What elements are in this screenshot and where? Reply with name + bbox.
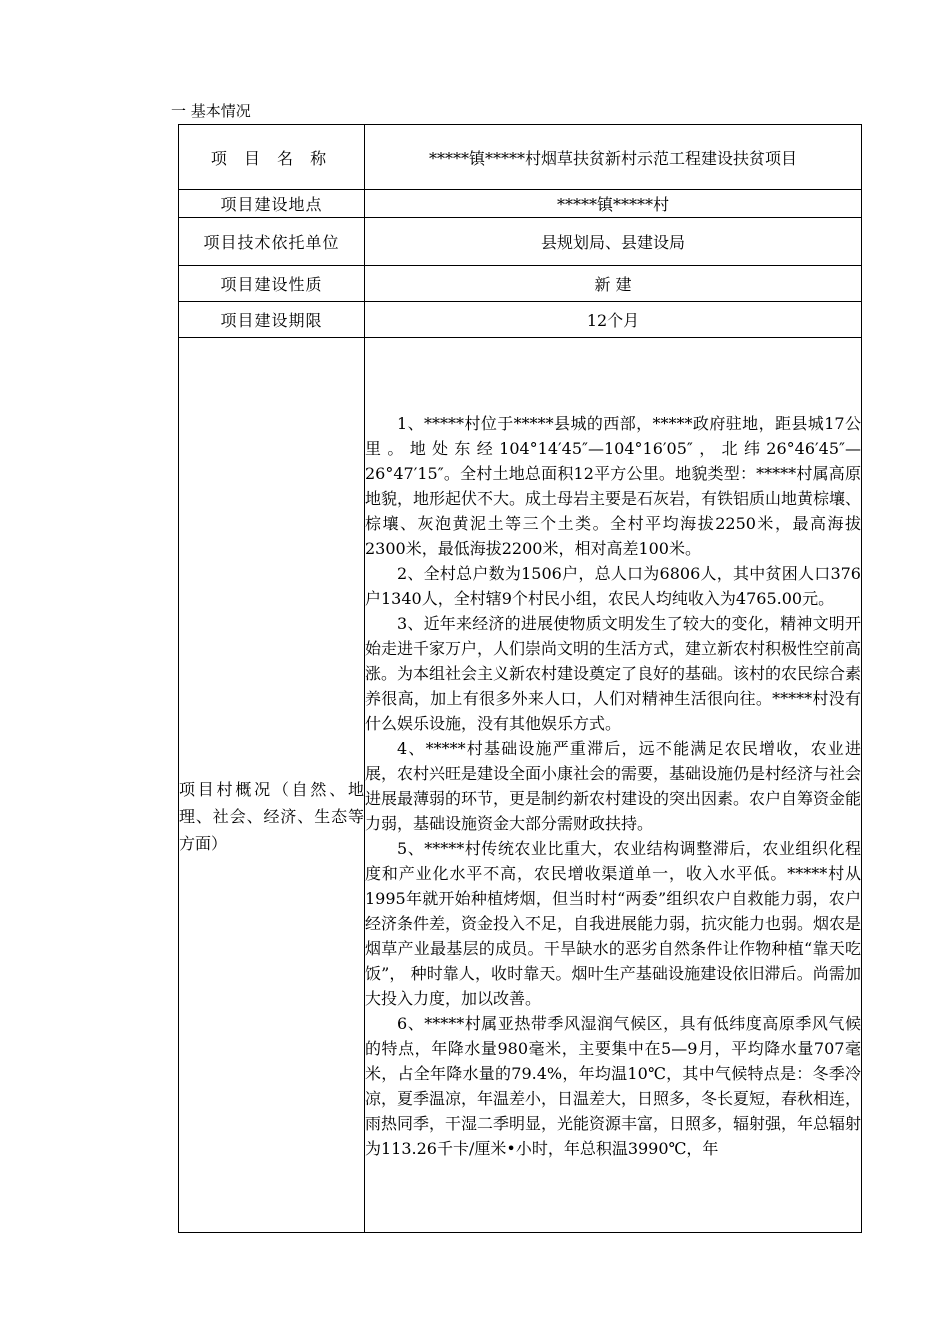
overview-label: 项目村概况（自然、地理、社会、经济、生态等方面） [179, 779, 364, 853]
overview-text-cell [365, 338, 862, 1233]
table-row-location [179, 190, 862, 218]
tech-unit-value: 县规划局、县建设局 [365, 218, 862, 266]
table-row-nature [179, 266, 862, 302]
overview-paragraph-4: 4、*****村基础设施严重滞后，远不能满足农民增收，农业进展，农村兴旺是建设全面小康社会的需要，基础设施仍是村经济与社会进展最薄弱的环节，更是制约新农村建设的突出因素。农户自筹资金能力弱，基础设施资金大部分需财政扶持。 [365, 739, 862, 833]
overview-label-cell [179, 338, 365, 1233]
project-name-label: 项 目 名 称 [179, 125, 365, 190]
period-value: 12个月 [365, 302, 862, 338]
overview-paragraph-2: 2、全村总户数为1506户，总人口为6806人，其中贫困人口376户1340人，全村辖9个村民小组，农民人均纯收入为4765.00元。 [365, 564, 861, 608]
table-row-project-name [179, 125, 862, 190]
project-info-table [178, 124, 862, 1233]
overview-paragraph-6: 6、*****村属亚热带季风湿润气候区，具有低纬度高原季风气候的特点，年降水量980毫米，主要集中在5—9月，平均降水量707毫米，占全年降水量的79.4%，年均温10℃，其中气候特点是：冬季冷凉，夏季温凉，年温差小，日温差大，日照多，冬长夏短，春秋相连，雨热同季，干湿二季明显，光能资源丰富，日照多，辐射强，年总辐射为113.26千卡/厘米•小时，年总积温3990℃，年 [365, 1014, 862, 1158]
overview-paragraph-3: 3、近年来经济的进展使物质文明发生了较大的变化，精神文明开始走进千家万户，人们崇尚文明的生活方式，建立新农村积极性空前高涨。为本组社会主义新农村建设奠定了良好的基础。该村的农民综合素养很高，加上有很多外来人口，人们对精神生活很向往。*****村没有什么娱乐设施，没有其他娱乐方式。 [365, 614, 862, 733]
table-row-tech-unit [179, 218, 862, 266]
location-value: *****镇*****村 [365, 190, 862, 218]
section-heading: 一 基本情况 [171, 102, 251, 120]
overview-paragraph-5: 5、*****村传统农业比重大，农业结构调整滞后，农业组织化程度和产业化水平不高，农民增收渠道单一，收入水平低。*****村从1995年就开始种植烤烟，但当时村“两委”组织农户自救能力弱，农户经济条件差，资金投入不足，自我进展能力弱，抗灾能力也弱。烟农是烟草产业最基层的成员。干旱缺水的恶劣自然条件让作物种植“靠天吃饭”， 种时靠人，收时靠天。烟叶生产基础设施建设依旧滞后。尚需加大投入力度，加以改善。 [365, 839, 862, 1008]
overview-paragraph-1: 1、*****村位于*****县城的西部，*****政府驻地，距县城17公里。地处东经104°14′45″—104°16′05″，北纬26°46′45″—26°47′15″。全村土地总面积12平方公里。地貌类型：*****村属高原地貌，地形起伏不大。成土母岩主要是石灰岩，有铁铝质山地黄棕壤、棕壤、灰泡黄泥土等三个土类。全村平均海拔2250米，最高海拔2300米，最低海拔2200米，相对高差100米。 [365, 414, 862, 558]
location-label: 项目建设地点 [179, 190, 365, 218]
tech-unit-label: 项目技术依托单位 [179, 218, 365, 266]
project-name-value: *****镇*****村烟草扶贫新村示范工程建设扶贫项目 [365, 125, 862, 190]
table-row-period [179, 302, 862, 338]
table-row-overview [179, 338, 862, 1233]
period-label: 项目建设期限 [179, 302, 365, 338]
nature-label: 项目建设性质 [179, 266, 365, 302]
nature-value: 新 建 [365, 266, 862, 302]
